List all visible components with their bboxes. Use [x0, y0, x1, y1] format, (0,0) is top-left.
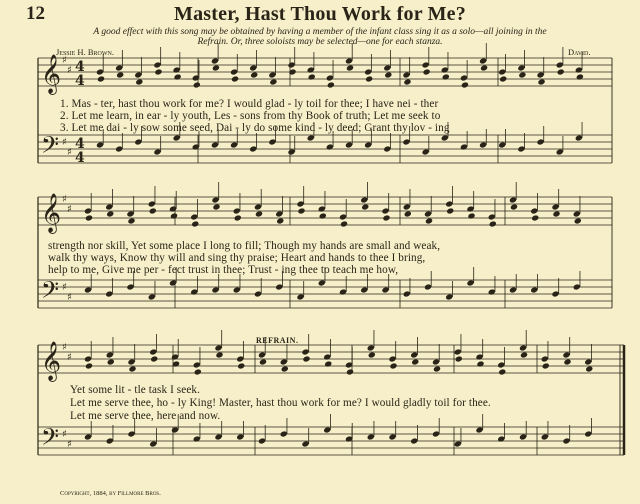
note-head — [127, 217, 135, 224]
treble-clef-icon: 𝄞 — [41, 193, 62, 233]
note-head — [85, 214, 93, 221]
note-head — [403, 78, 411, 85]
system2-verse2: walk thy ways, Know thy will and sing thy praise; Heart and hands to thee I bring, — [48, 252, 426, 264]
performance-note-line-1: A good effect with this song may be obtained by having a member of the infant class sing it as a solo—all joining in the — [93, 27, 547, 37]
sharp-icon: ♯ — [67, 292, 72, 303]
bass-clef-icon: 𝄢 — [41, 423, 60, 456]
sharp-icon: ♯ — [62, 137, 67, 148]
note-head — [576, 73, 584, 80]
note-head — [297, 207, 305, 214]
sharp-icon: ♯ — [67, 204, 72, 215]
note-head — [446, 207, 454, 214]
system3-verse3: Let me serve thee, here and now. — [70, 410, 221, 422]
note-head — [149, 207, 157, 214]
note-head — [194, 368, 202, 375]
page-number: 12 — [26, 3, 45, 24]
system1-verse3: 3. Let me dai - ly sow some seed, Dai - ly do some kind - ly deed; Grant thy lov - ing — [60, 122, 450, 134]
note-head — [382, 214, 390, 221]
note-head — [319, 212, 327, 219]
sharp-icon: ♯ — [67, 147, 72, 158]
note-head — [327, 81, 335, 88]
sharp-icon: ♯ — [67, 439, 72, 450]
note-head — [191, 220, 199, 227]
time-signature: 4 — [75, 73, 85, 89]
system1-verse2: 2. Let me learn, in ear - ly youth, Les - sons from thy Book of truth; Let me seek to — [60, 110, 441, 122]
system3-verse2: Let me serve thee, ho - ly King! Master, hast thou work for me? I would gladly toil for thee. — [70, 397, 491, 409]
note-head — [234, 214, 242, 221]
sharp-icon: ♯ — [62, 282, 67, 293]
note-head — [404, 210, 412, 217]
sharp-icon: ♯ — [62, 194, 67, 205]
system3-verse1: Yet some lit - tle task I seek. — [70, 384, 200, 396]
sharp-icon: ♯ — [62, 429, 67, 440]
song-title: Master, Hast Thou Work for Me? — [174, 3, 466, 25]
note-head — [302, 355, 310, 362]
note-head — [361, 203, 369, 210]
sharp-icon: ♯ — [62, 342, 67, 353]
note-head — [346, 368, 354, 375]
note-head — [212, 203, 220, 210]
copyright-notice: Copyright, 1884, by Fillmore Bros. — [60, 490, 161, 497]
note-head — [411, 358, 419, 365]
note-head — [365, 75, 373, 82]
note-head — [193, 81, 201, 88]
note-head — [308, 73, 316, 80]
note-head — [276, 217, 284, 224]
note-head — [346, 64, 354, 71]
note-head — [97, 75, 105, 82]
note-head — [128, 365, 136, 372]
bass-clef-icon: 𝄢 — [41, 131, 60, 164]
note-head — [557, 68, 565, 75]
note-head — [433, 365, 441, 372]
note-head — [368, 351, 376, 358]
note-head — [425, 217, 433, 224]
note-head — [259, 358, 267, 365]
note-head — [499, 75, 507, 82]
time-signature: 4 — [75, 150, 85, 166]
bass-clef-icon: 𝄢 — [41, 276, 60, 309]
note-head — [442, 73, 450, 80]
system1-verse1: 1. Mas - ter, hast thou work for me? I would glad - ly toil for thee; I have nei - ther — [60, 98, 439, 110]
note-head — [455, 355, 463, 362]
note-head — [154, 68, 162, 75]
sharp-icon: ♯ — [67, 65, 72, 76]
note-head — [384, 71, 392, 78]
note-head — [170, 212, 178, 219]
note-head — [498, 368, 506, 375]
note-head — [150, 355, 158, 362]
note-head — [106, 210, 114, 217]
note-head — [423, 68, 431, 75]
time-signature: 4 — [75, 59, 85, 75]
note-head — [231, 75, 239, 82]
note-head — [489, 220, 497, 227]
system2-verse3: help to me, Give me per - fect trust in thee; Trust - ing thee to teach me how, — [48, 264, 399, 276]
note-head — [215, 351, 223, 358]
time-signature: 4 — [75, 136, 85, 152]
performance-note-line-2: Refrain. Or, three soloists may be selected—one for each stanza. — [197, 37, 443, 47]
treble-clef-icon: 𝄞 — [41, 341, 62, 381]
sharp-icon: ♯ — [62, 55, 67, 66]
note-head — [85, 362, 93, 369]
note-head — [107, 358, 115, 365]
note-head — [518, 71, 526, 78]
note-head — [520, 351, 528, 358]
note-head — [467, 212, 475, 219]
note-head — [552, 210, 560, 217]
treble-clef-icon: 𝄞 — [41, 54, 62, 94]
note-head — [510, 203, 518, 210]
note-head — [174, 73, 182, 80]
note-head — [116, 71, 124, 78]
composer-credit: David. — [568, 47, 591, 57]
note-head — [585, 365, 593, 372]
system2-verse1: strength nor skill, Yet some place I long to fill; Though my hands are small and weak, — [48, 240, 441, 252]
refrain-label: REFRAIN. — [256, 336, 299, 345]
note-head — [542, 362, 550, 369]
note-head — [250, 71, 258, 78]
note-head — [476, 360, 484, 367]
sharp-icon: ♯ — [67, 352, 72, 363]
note-head — [531, 214, 539, 221]
note-head — [324, 360, 332, 367]
note-head — [281, 365, 289, 372]
note-head — [135, 78, 143, 85]
note-head — [237, 362, 245, 369]
note-head — [269, 78, 277, 85]
note-head — [574, 217, 582, 224]
note-head — [255, 210, 263, 217]
lyricist-credit: Jessie H. Brown. — [56, 47, 114, 57]
note-head — [461, 81, 469, 88]
note-head — [537, 78, 545, 85]
note-head — [480, 64, 488, 71]
note-head — [389, 362, 397, 369]
note-head — [563, 358, 571, 365]
note-head — [212, 64, 220, 71]
note-head — [340, 220, 348, 227]
